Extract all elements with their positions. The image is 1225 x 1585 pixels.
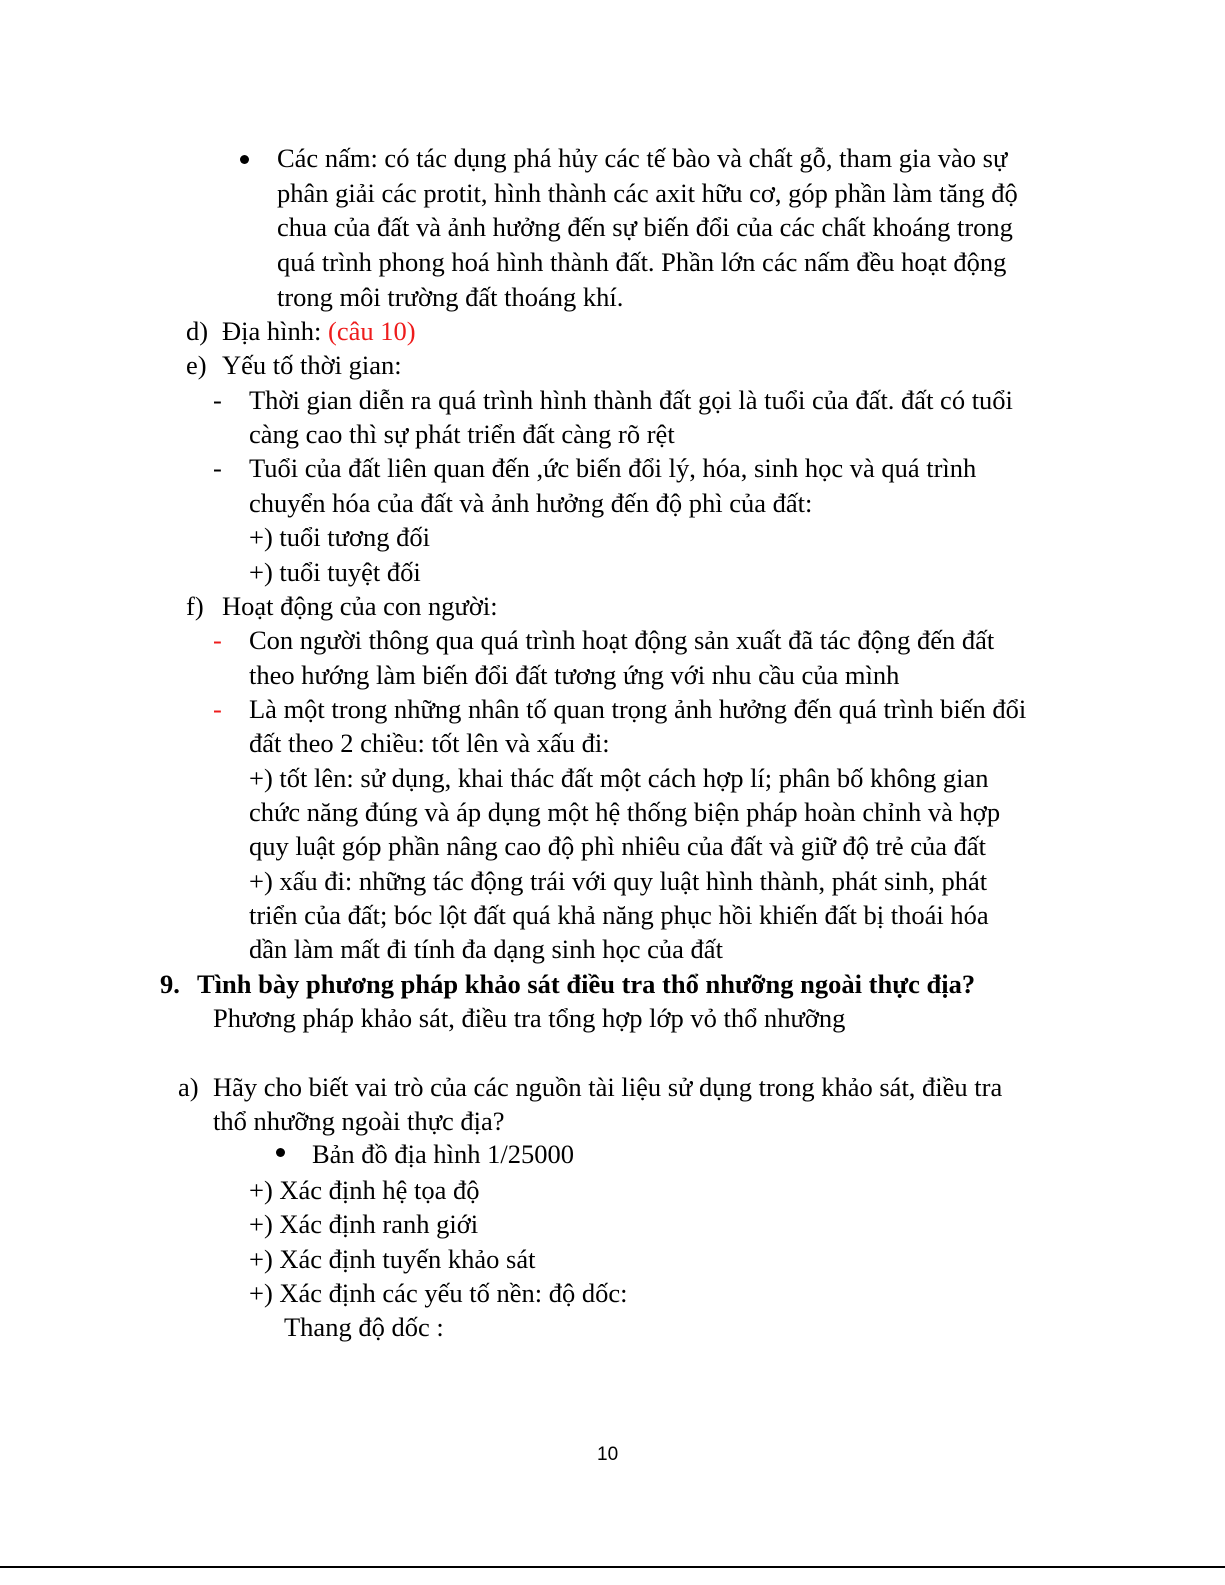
- dash-icon: -: [213, 694, 222, 724]
- slope-scale-label: Thang độ dốc :: [284, 1312, 444, 1342]
- question-9-subtitle: Phương pháp khảo sát, điều tra tổng hợp lớp vỏ thổ nhưỡng: [213, 1003, 846, 1033]
- item-a-bullet: Bản đồ địa hình 1/25000: [312, 1139, 575, 1169]
- question-9-number: 9.: [160, 969, 180, 999]
- item-d-marker: d): [186, 316, 209, 346]
- item-a-line-2: thổ nhưỡng ngoài thực địa?: [213, 1106, 505, 1136]
- item-e-b2-line-3: +) tuổi tương đối: [249, 522, 430, 552]
- fungi-line-5: trong môi trường đất thoáng khí.: [277, 282, 624, 312]
- item-e-b2-line-2: chuyển hóa của đất và ảnh hưởng đến độ phì của đất:: [249, 488, 813, 518]
- item-d-reference: (câu 10): [328, 316, 416, 346]
- item-a-sub-1: +) Xác định hệ tọa độ: [249, 1175, 480, 1205]
- bullet-icon: [240, 155, 249, 164]
- fungi-line-3: chua của đất và ảnh hưởng đến sự biến đổi của các chất khoáng trong: [277, 212, 1013, 242]
- item-f-b2-line-3: +) tốt lên: sử dụng, khai thác đất một cách hợp lí; phân bố không gian: [249, 763, 989, 793]
- item-d-text: Địa hình:: [222, 316, 328, 346]
- dash-icon: -: [213, 625, 222, 655]
- page-bottom-rule: [0, 1566, 1225, 1568]
- item-f-b2-line-6: +) xấu đi: những tác động trái với quy luật hình thành, phát sinh, phát: [249, 866, 988, 896]
- fungi-line-4: quá trình phong hoá hình thành đất. Phần lớn các nấm đều hoạt động: [277, 247, 1007, 277]
- item-e-b1-line-1: Thời gian diễn ra quá trình hình thành đất gọi là tuổi của đất. đất có tuổi: [249, 385, 1013, 415]
- item-f-b2-line-1: Là một trong những nhân tố quan trọng ảnh hưởng đến quá trình biến đổi: [249, 694, 1027, 724]
- item-a-sub-4: +) Xác định các yếu tố nền: độ dốc:: [249, 1278, 628, 1308]
- fungi-line-2: phân giải các protit, hình thành các axit hữu cơ, góp phần làm tăng độ: [277, 178, 1018, 208]
- item-f-b2-line-4: chức năng đúng và áp dụng một hệ thống biện pháp hoàn chỉnh và hợp: [249, 797, 1001, 827]
- item-f-b2-line-2: đất theo 2 chiều: tốt lên và xấu đi:: [249, 728, 610, 758]
- item-f-b1-line-2: theo hướng làm biến đổi đất tương ứng với nhu cầu của mình: [249, 660, 900, 690]
- item-f-b1-line-1: Con người thông qua quá trình hoạt động sản xuất đã tác động đến đất: [249, 625, 995, 655]
- item-a-line-1: Hãy cho biết vai trò của các nguồn tài liệu sử dụng trong khảo sát, điều tra: [213, 1072, 1003, 1102]
- item-f-heading: Hoạt động của con người:: [222, 591, 498, 621]
- item-f-b2-line-5: quy luật góp phần nâng cao độ phì nhiêu của đất và giữ độ trẻ của đất: [249, 831, 987, 861]
- dash-icon: -: [213, 385, 222, 415]
- item-a-sub-2: +) Xác định ranh giới: [249, 1209, 479, 1239]
- item-f-b2-line-8: dần làm mất đi tính đa dạng sinh học của đất: [249, 934, 723, 964]
- bullet-icon: [276, 1148, 285, 1157]
- fungi-line-1: Các nấm: có tác dụng phá hủy các tế bào và chất gỗ, tham gia vào sự: [277, 143, 1008, 173]
- item-a-marker: a): [178, 1072, 199, 1102]
- item-e-b2-line-1: Tuổi của đất liên quan đến ,ức biến đổi lý, hóa, sinh học và quá trình: [249, 453, 977, 483]
- question-9-title: Tình bày phương pháp khảo sát điều tra thổ nhưỡng ngoài thực địa?: [197, 969, 976, 999]
- dash-icon: -: [213, 453, 222, 483]
- item-f-marker: f): [186, 591, 204, 621]
- page-number: 10: [597, 1444, 619, 1465]
- item-e-marker: e): [186, 350, 207, 380]
- item-f-b2-line-7: triển của đất; bóc lột đất quá khả năng phục hồi khiến đất bị thoái hóa: [249, 900, 989, 930]
- item-e-heading: Yếu tố thời gian:: [222, 350, 402, 380]
- item-e-b1-line-2: càng cao thì sự phát triển đất càng rõ rệt: [249, 419, 675, 449]
- item-d-heading: [222, 314, 416, 348]
- item-e-b2-line-4: +) tuổi tuyệt đối: [249, 557, 421, 587]
- item-a-sub-3: +) Xác định tuyến khảo sát: [249, 1244, 536, 1274]
